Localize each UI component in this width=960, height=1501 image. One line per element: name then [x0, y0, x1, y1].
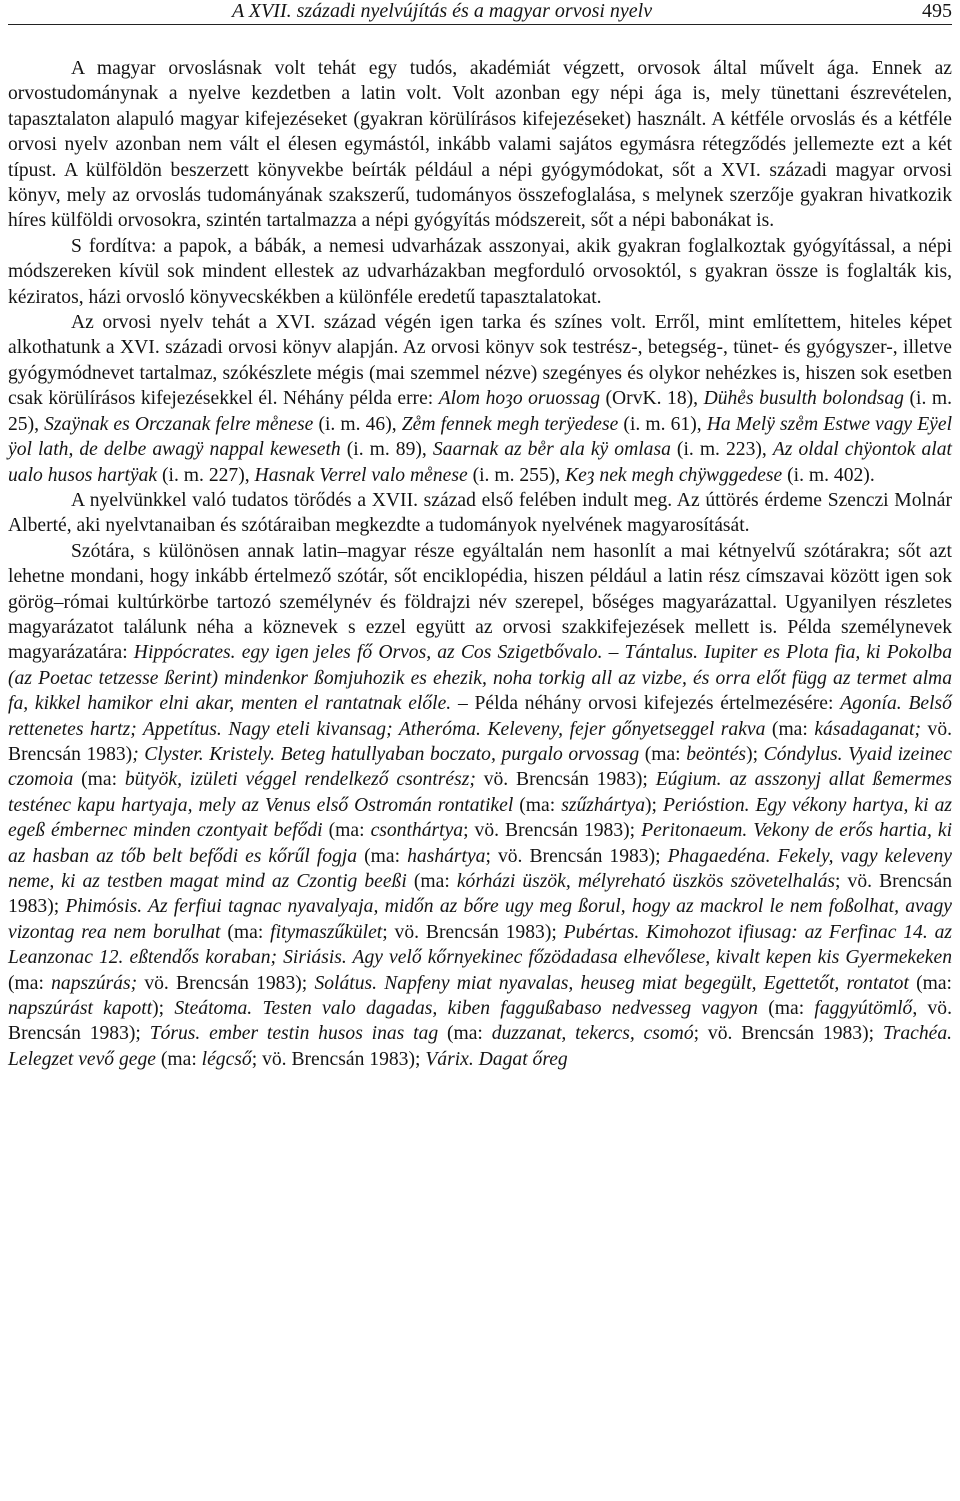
text-run: (ma: — [322, 820, 371, 842]
text-run: Szótára, s különösen annak latin–magyar része egyáltalán nem hasonlít a mai kétnyelvű szótárakra; sőt azt lehetne mondani, hogy inkább értelmező szótár, sőt enciklopédia, hiszen például a latin rész címszavai között igen sok görög–római kultúrkörbe tartozó személynév és földrajzi név szerepel, bőséges magyarázattal. Ugyanilyen részletes magyarázatot találunk néha a köznevek s ezzel együtt az orvosi szakkifejezések mellett is. Példa személynevek magyarázatára: — [8, 540, 952, 664]
italic-quote: Keȝ nek megh chÿwggedese — [565, 464, 783, 486]
italic-quote: duzzanat, tekercs, csomó — [491, 1023, 694, 1045]
italic-quote: Solátus. Napfeny miat nyavalas, heuseg miat begegült, Egettetőt, rontatot — [314, 972, 909, 994]
text-run: (i. m. 46), — [313, 413, 402, 435]
italic-quote: Pubértas. Kimohozot ifiusag: az Ferfinac 14. az Leanzonac 12. eßtendős koraban; Siriásis. Agy velő kőrnyekinec főzödadasa elhevőlese, kivalt kepen kis Gyermekeken — [8, 921, 953, 969]
text-run: (i. m. 25), — [8, 388, 952, 435]
italic-quote: beöntés — [686, 743, 747, 765]
italic-quote: Az oldal chÿontok alat ualo husos hartÿak — [8, 439, 952, 486]
text-run: (i. m. 223), — [670, 439, 773, 461]
text-run: ; vö. Brencsán 1983); — [485, 845, 668, 867]
text-run: (ma: — [765, 718, 815, 740]
text-run: – Példa néhány orvosi kifejezés értelmezésére: — [451, 693, 841, 715]
running-title: A XVII. századi nyelvújítás és a magyar orvosi nyelv — [232, 0, 653, 22]
page-number: 495 — [922, 0, 952, 22]
italic-quote: Peritonaeum. Vekony de erős hartia, ki az hasban az tőb belt befődi es kőrűl fogja — [8, 820, 953, 867]
italic-quote: Várix. Dagat őreg — [425, 1048, 568, 1070]
italic-quote: fitymaszűkület — [270, 921, 383, 943]
paragraph-1 — [8, 56, 952, 234]
italic-quote: Tórus. ember testin husos inas tag — [149, 1023, 439, 1045]
text-run: (ma: — [155, 1048, 202, 1070]
text-run: (i. m. 89), — [340, 439, 433, 461]
italic-quote: kásadaganat; — [814, 718, 922, 740]
text-run: (i. m. 61), — [618, 413, 707, 435]
text-run: (ma: — [357, 845, 408, 867]
italic-quote: Saarnak az be̊r ala kÿ omlasa — [432, 439, 671, 461]
italic-quote: csonthártya — [370, 820, 464, 842]
running-header — [8, 0, 952, 25]
text-run: ); — [746, 743, 764, 765]
text-run: , vö. Brencsán 1983); — [8, 998, 952, 1045]
text-run: A nyelvünkkel való tudatos törődés a XVII. század első felében indult meg. Az úttörés érdeme Szenczi Molnár Alberté, aki nyelvtanaiban és szótáraiban megkezdte a tudományok nyelvének magyarosítását. — [8, 489, 952, 537]
text-run: ); — [152, 998, 175, 1020]
text-run: (i. m. 402). — [782, 464, 875, 486]
text-run: ; vö. Brencsán 1983); — [382, 921, 564, 943]
text-run: (i. m. 227), — [157, 464, 255, 486]
text-run: Az orvosi nyelv tehát a XVI. század végén igen tarka és színes volt. Erről, mint említettem, hiteles képet alkothatunk a XVI. századi orvosi könyv alapján. Az orvosi könyv sok testrész-, betegség-, tünet- és gyógyszer-, illetve gyógymódnevet tartalmaz, szókészlete mégis (mai szemmel nézve) szegényes és olykor nehézkes is, hiszen sok esetben csak körülírásos kifejezésekkel él. Néhány példa erre: — [8, 312, 952, 410]
italic-quote: Ha Melÿ sze̊m Estwe vagy Eÿel ÿol lath, de delbe awagÿ nappal keweseth — [8, 413, 953, 461]
paragraph-2 — [8, 234, 952, 310]
text-run: vö. Brencsán 1983) — [8, 718, 953, 765]
italic-quote: Ze̊m fennek megh terÿedese — [401, 413, 619, 435]
text-run: ; vö. Brencsán 1983); — [463, 820, 642, 842]
italic-quote: Perióstion. Egy vékony hartya, ki az egeß émbernec minden czontyait befődi — [8, 794, 952, 842]
italic-quote: Phimósis. Az ferfiui tagnac nyavalyaja, midőn az bőre ugy meg ßorul, hogy az mackrol le nem foßolhat, avagy vizontag rea nem borulhat — [8, 896, 952, 943]
text-run: ; vö. Brencsán 1983); — [8, 871, 952, 918]
text-run: A magyar orvoslásnak volt tehát egy tudós, akadémiát végzett, orvosok által művelt ága. Ennek az orvostudománynak a nyelve kezdetben a latin volt. Volt azonban egy népi ága is, mely tünettani észrevételen, tapasztalaton alapuló magyar kifejezéseket (gyakran körülírásos kifejezéseket) használt. A kétféle orvoslás és a kétféle orvosi nyelv azonban nem vált el élesen egymástól, inkább valami sajátos egymásra rétegződés jellemezte ezt a két típust. A külföldön beszerzett könyvekbe beírták például a népi gyógymódokat, sőt a XVI. századi magyar orvosi könyv, mely az orvoslás tudományának szakszerű, tudományos összefoglalása, s melynek szerzője gyakran hivatkozik híres külföldi orvosokra, szintén tartalmazza a népi gyógyítás módszereit, sőt a népi babonákat is. — [8, 58, 952, 232]
text-run: (i. m. 255), — [467, 464, 566, 486]
text-run: vö. Brencsán 1983); — [475, 769, 656, 791]
italic-quote: bütyök, izületi véggel rendelkező csontrész; — [124, 769, 476, 791]
italic-quote: hashártya — [407, 845, 486, 867]
text-run: (ma: — [8, 972, 52, 994]
document-page — [8, 0, 952, 1501]
italic-quote: kórházi üszök, mélyreható üszkös szövetelhalás — [456, 871, 836, 892]
paragraph-4 — [8, 488, 952, 539]
italic-quote: Agonía. Belső rettenetes hartz; Appetítus. Nagy eteli kivansag; Atheróma. Keleveny, fejer gőnyetseggel rakva — [8, 693, 952, 740]
italic-quote: faggyútömlő — [814, 998, 913, 1020]
italic-quote: Phagaedéna. Fekely, vagy keleveny neme, ki az testben magat mind az Czontig beeßi — [8, 845, 952, 892]
text-run: (ma: — [908, 972, 952, 994]
italic-quote: légcső — [201, 1048, 252, 1070]
paragraph-3 — [8, 310, 952, 488]
text-run: (ma: — [220, 921, 271, 943]
text-run: ; vö. Brencsán 1983); — [693, 1023, 883, 1045]
italic-quote: szűzhártya — [561, 794, 646, 816]
text-run: (ma: — [757, 998, 815, 1020]
text-run: (OrvK. 18), — [600, 388, 704, 410]
text-run: S fordítva: a papok, a bábák, a nemesi udvarházak asszonyai, akik gyakran foglalkoztak gyógyítással, a népi módszereken kívül sok mindent ellestek az udvarházakban megforduló orvosoktól, s gyakran össze is foglalták kis, kéziratos, házi orvosló könyvecskékben a különféle eredetű tapasztalatokat. — [8, 235, 952, 308]
italic-quote: Steátoma. Testen valo dagadas, kiben faggußabaso nedvesseg vagyon — [174, 998, 758, 1020]
text-run: ; vö. Brencsán 1983); — [251, 1048, 426, 1070]
italic-quote: napszúrást kapott — [8, 998, 153, 1020]
body-text — [8, 56, 952, 1072]
text-run: (ma: — [73, 769, 125, 791]
italic-quote: Eúgium. az asszonyj allat ßemermes testénec kapu hartyaja, mely az Venus első Ostromán rontatikel — [8, 769, 953, 816]
italic-quote: Dühe̊s busulth bolondsag — [703, 388, 904, 410]
italic-quote: Trachéa. Lelegzet vevő gege — [8, 1023, 953, 1070]
text-run: (ma: — [438, 1023, 492, 1045]
text-run: (ma: — [406, 871, 457, 892]
italic-quote: napszúrás; — [51, 972, 138, 994]
italic-quote: Cóndylus. Vyaid izeinec czomoia — [8, 743, 953, 791]
text-run: (ma: — [639, 743, 687, 765]
text-run: ); — [645, 794, 663, 816]
italic-quote: Szaÿnak es Orczanak felre me̊nese — [44, 413, 314, 435]
text-run: vö. Brencsán 1983); — [137, 972, 315, 994]
italic-quote: Hasnak Verrel valo me̊nese — [254, 464, 468, 486]
text-run: (ma: — [513, 794, 562, 816]
italic-quote: ; Clyster. Kristely. Beteg hatullyaban boczato, purgalo orvossag — [132, 743, 640, 765]
italic-quote: Alom hoȝo oruossag — [438, 388, 600, 410]
italic-quote: Hippócrates. egy igen jeles fő Orvos, az Cos Szigetbővalo. – Tántalus. Iupiter es Plota fia, ki Pokolba (az Poetac tetzesse ßerint) mindenkor ßomjuhozik es ehezik, noha torkig all az vizbe, és orra előt függ az termet alma fa, kikkel hamikor elni akar, menten el rantatnak előle. — [8, 642, 953, 715]
paragraph-5 — [8, 539, 952, 1073]
